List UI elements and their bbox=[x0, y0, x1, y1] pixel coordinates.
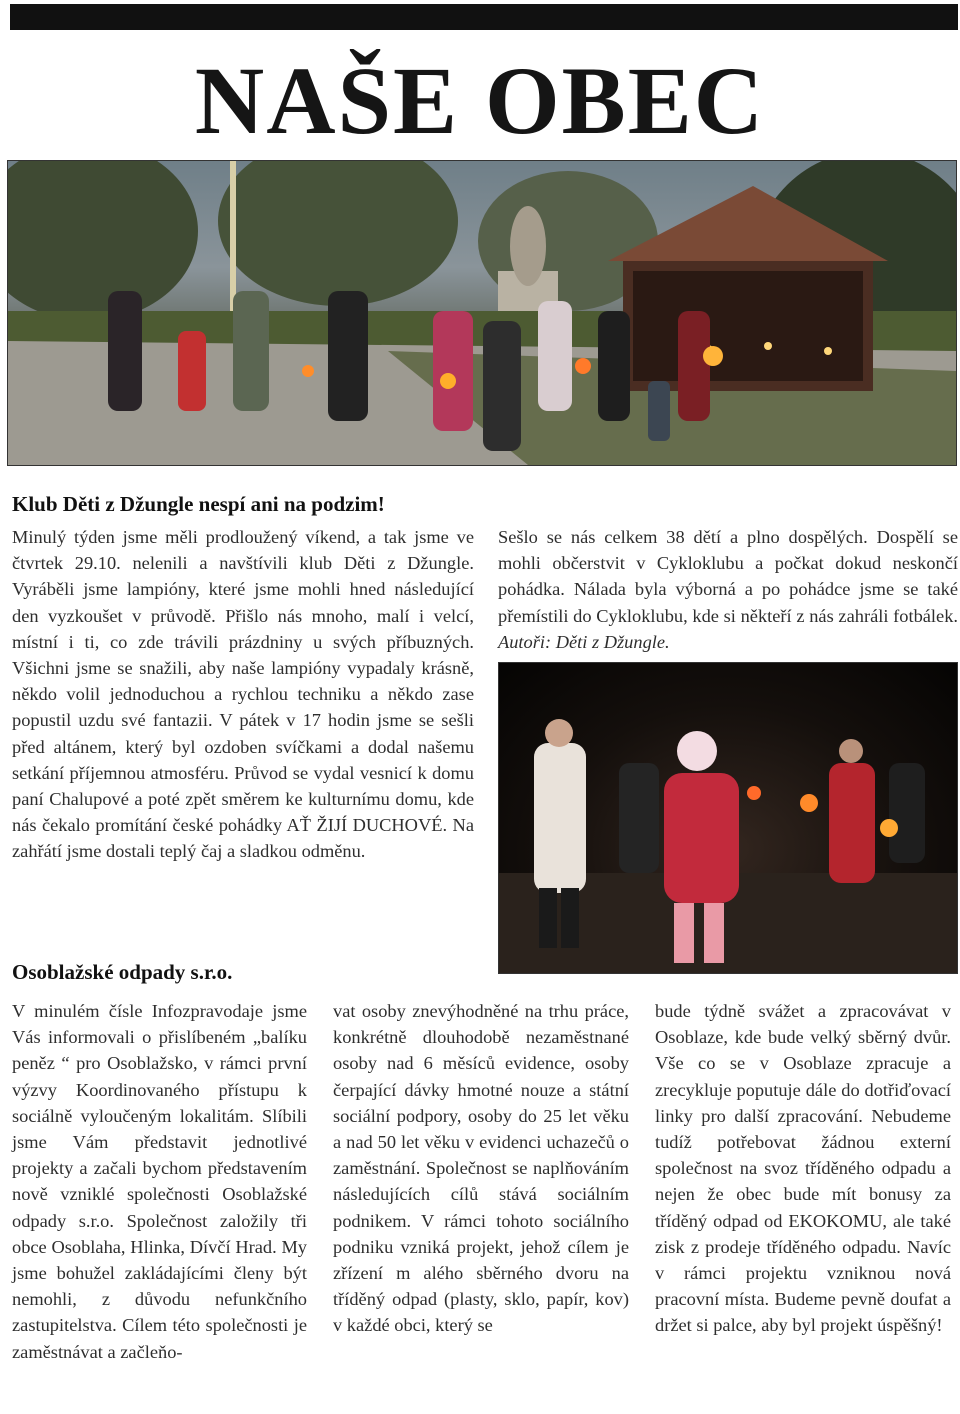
article1-right-column bbox=[498, 524, 958, 655]
lantern-walk-photo bbox=[7, 160, 957, 466]
masthead-title: NAŠE OBEC bbox=[194, 47, 766, 154]
article2-heading: Osoblažské odpady s.r.o. bbox=[12, 960, 233, 984]
article2-col3-text: bude týdně svážet a zpracovávat v Osoblaze, kde bude velký sběrný dvůr. Vše co se v Osoblaze zpracuje a zrecykluje poputuje dále do dotřiďovací linky pro další zpracování. Nebudeme tudíž potřebovat žádnou externí společnost na svoz tříděného odpadu a nejen že obec bude mít bonusy za tříděný odpad od EKOKOMU, ale také zisk z prodeje tříděného odpadu. Navíc v rámci projektu vzniknou nová pracovní místa. Budeme pevně doufat a držet si palce, aby byl projekt úspěšný! bbox=[655, 1001, 951, 1336]
article1-left-column bbox=[12, 524, 474, 865]
photo-illustration bbox=[8, 161, 956, 465]
article1-right-text: Sešlo se nás celkem 38 dětí a plno dospělých. Dospělí se mohli občerstvit v Cykloklubu a počkat dokud neskončí pohádka. Nálada byla výborná a po pohádce jsme se také přemístili do Cykloklubu, kde si někteří z nás zahráli fotbálek. bbox=[498, 527, 958, 626]
article2-column-1 bbox=[12, 998, 307, 1365]
article1-left-text: Minulý týden jsme měli prodloužený víkend, a tak jsme ve čtvrtek 29.10. nelenili a navštívili klub Děti z Džungle. Vyráběli jsme lampióny, které jsme mohli hned následující den vyzkoušet v průvodě. Přišlo nás mnoho, malí i velcí, místní i ti, co zde trávili prázdniny u svých příbuzných. Všichni jsme se snažili, aby naše lampióny vypadaly krásně, někdo volil jednoduchou a rychlou techniku a někdo zase popustil uzdu své fantazii. V pátek v 17 hodin jsme se sešli před altánem, který byl ozdoben svíčkami a dodal našemu setkání příjemnou atmosféru. Průvod se vydal vesnicí k domu paní Chalupové a poté zpět směrem ke kulturnímu domu, kde nás čekalo promítání české pohádky AŤ ŽIJÍ DUCHOVÉ. Na zahřátí jsme dostali teplý čaj a sladkou odměnu. bbox=[12, 527, 474, 862]
article2-col2-text: vat osoby znevýhodněné na trhu práce, konkrétně dlouhodobě nezaměstnané osoby nad 6 měsíců evidence, osoby čerpající dávky hmotné nouze a státní sociální podpory, osoby do 25 let věku a nad 50 let věku v evidenci uchazečů o zaměstnání. Společnost se naplňováním následujících cílů stává sociálním podnikem. V rámci tohoto sociálního podniku vzniká projekt, jehož cílem je zřízení m alého sběrného dvoru na tříděný odpad (plasty, sklo, papír, kov) v každé obci, který se bbox=[333, 1001, 629, 1336]
night-walk-photo bbox=[498, 662, 958, 974]
article2-column-3 bbox=[655, 998, 951, 1339]
article2-col1-text: V minulém čísle Infozpravodaje jsme Vás informovali o přislíbeném „balíku peněz “ pro Osoblažsko, v rámci první výzvy Koordinovaného přístupu k sociálně vyloučeným lokalitám. Slíbili jsme Vám představit jednotlivé projekty a začali bychom představením nově vzniklé společnosti Osoblažské odpady s.r.o. Společnost založily tři obce Osoblaha, Hlinka, Dívčí Hrad. My jsme bohužel zakládajícími členy být nemohli, z důvodu nefunkčního zastupitelstva. Cílem této společnosti je zaměstnávat a začleňo- bbox=[12, 1001, 307, 1362]
night-photo-illustration bbox=[499, 663, 957, 973]
header-bar bbox=[10, 4, 958, 30]
article1-heading: Klub Děti z Džungle nespí ani na podzim! bbox=[12, 492, 385, 516]
article1-authors: Autoři: Děti z Džungle. bbox=[498, 631, 670, 652]
article2-column-2 bbox=[333, 998, 629, 1339]
